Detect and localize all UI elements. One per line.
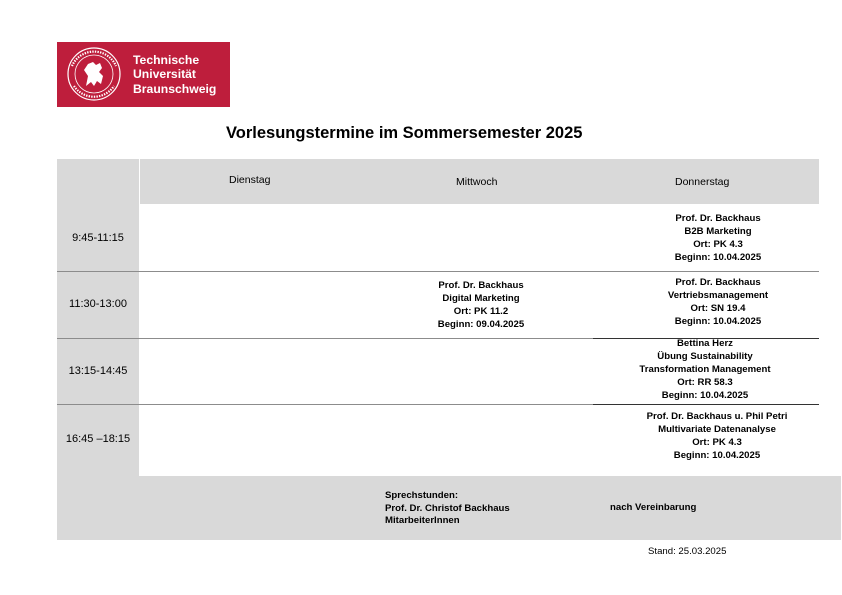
logo-line-3: Braunschweig — [133, 81, 217, 96]
entry-line: Beginn: 09.04.2025 — [437, 318, 525, 330]
day-header-thursday: Donnerstag — [675, 176, 730, 188]
entry-line: Bettina Herz — [677, 338, 733, 349]
row-divider — [57, 404, 593, 405]
course-entry — [381, 280, 581, 332]
row-divider — [57, 338, 593, 339]
course-entry — [618, 277, 818, 329]
entry-line: Beginn: 10.04.2025 — [661, 389, 749, 401]
office-hours-note: nach Vereinbarung — [610, 502, 697, 513]
logo-line-1: Technische — [133, 53, 200, 67]
row-divider — [593, 404, 819, 405]
office-hours-professor: Prof. Dr. Christof Backhaus — [385, 502, 510, 514]
entry-line: Prof. Dr. Backhaus — [438, 280, 524, 291]
last-updated: Stand: 25.03.2025 — [648, 546, 727, 557]
entry-line: Ort: RR 58.3 — [677, 376, 733, 388]
office-hours — [385, 490, 510, 528]
entry-line: B2B Marketing — [684, 225, 752, 237]
entry-line: Multivariate Datenanalyse — [658, 423, 776, 435]
university-seal-icon — [66, 46, 122, 102]
logo-line-2: Universität — [133, 67, 196, 82]
time-slot-1: 9:45-11:15 — [72, 232, 124, 244]
course-entry — [604, 411, 830, 463]
office-hours-staff: MitarbeiterInnen — [385, 515, 460, 526]
course-entry — [618, 213, 818, 265]
entry-line: Beginn: 10.04.2025 — [673, 449, 761, 461]
entry-line: Prof. Dr. Backhaus u. Phil Petri — [646, 411, 788, 422]
entry-line: Transformation Management — [639, 363, 771, 375]
day-header-wednesday: Mittwoch — [456, 176, 498, 188]
day-header-tuesday: Dienstag — [229, 174, 271, 186]
page-title: Vorlesungstermine im Sommersemester 2025 — [226, 124, 583, 142]
time-slot-3: 13:15-14:45 — [68, 365, 128, 377]
entry-line: Übung Sustainability — [657, 350, 753, 362]
entry-line: Beginn: 10.04.2025 — [674, 315, 762, 327]
entry-line: Beginn: 10.04.2025 — [674, 251, 762, 263]
entry-line: Ort: PK 4.3 — [692, 436, 742, 448]
time-slot-2: 11:30-13:00 — [69, 298, 127, 310]
entry-line: Ort: SN 19.4 — [690, 302, 746, 314]
course-entry — [595, 338, 815, 403]
entry-line: Digital Marketing — [442, 292, 520, 304]
entry-line: Prof. Dr. Backhaus — [675, 277, 761, 288]
logo-wordmark — [133, 53, 216, 96]
entry-line: Ort: PK 4.3 — [693, 238, 743, 250]
tu-braunschweig-logo — [57, 42, 230, 107]
office-hours-label: Sprechstunden: — [385, 490, 459, 501]
entry-line: Vertriebsmanagement — [667, 289, 769, 301]
time-slot-4: 16:45 –18:15 — [65, 433, 131, 445]
entry-line: Ort: PK 11.2 — [453, 305, 509, 317]
header-divider — [139, 159, 140, 204]
row-divider — [57, 271, 819, 272]
entry-line: Prof. Dr. Backhaus — [675, 213, 761, 224]
